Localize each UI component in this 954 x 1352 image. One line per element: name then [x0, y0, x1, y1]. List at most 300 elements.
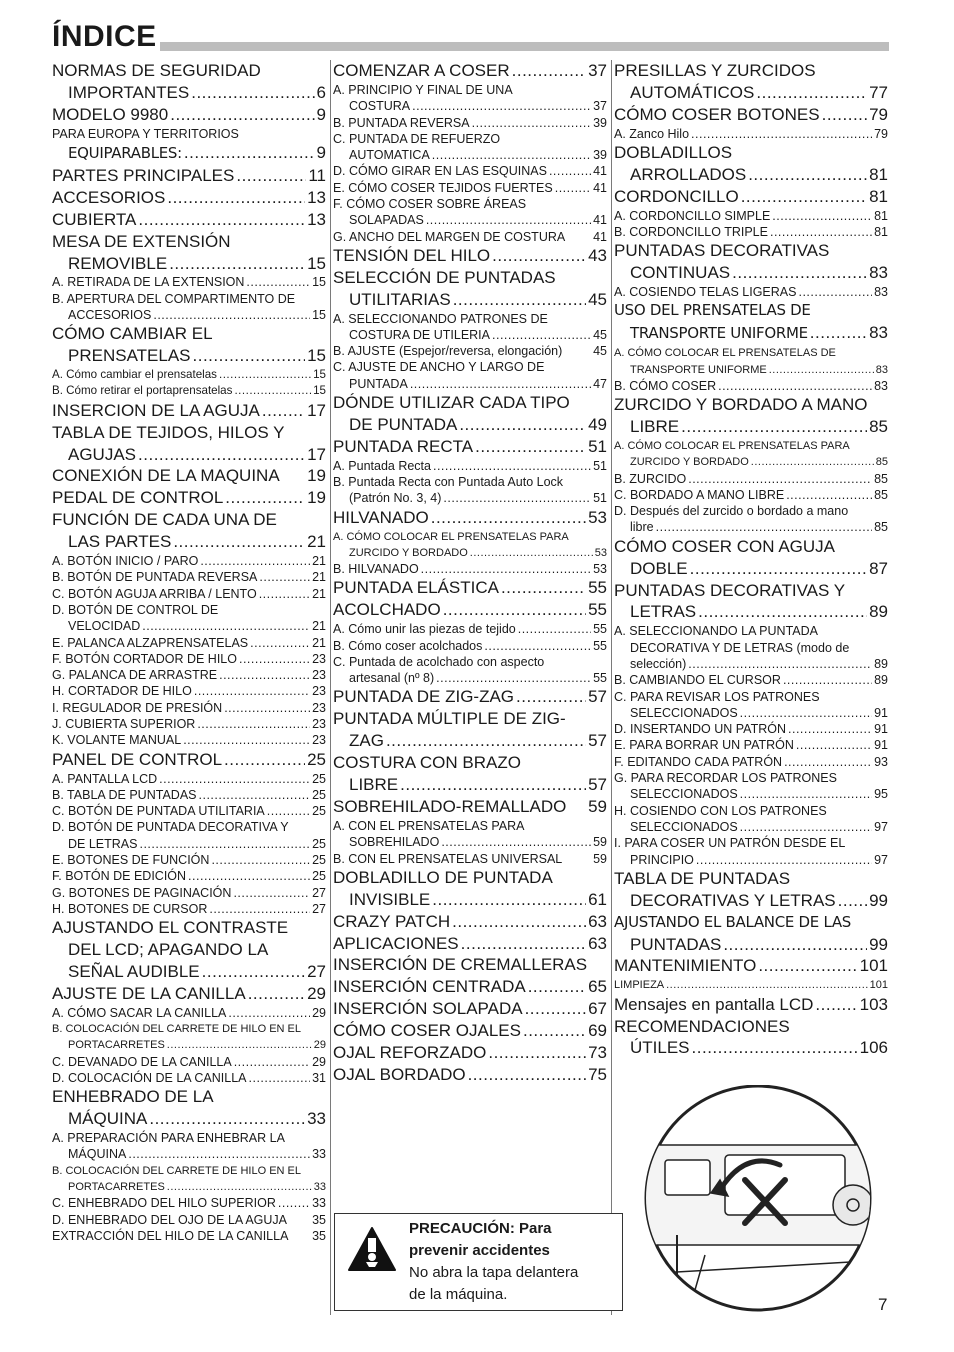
- toc-entry-title: D. ENHEBRADO DEL OJO DE LA AGUJA: [52, 1212, 288, 1227]
- toc-entry: [614, 803, 888, 819]
- toc-entry-title: E. CÓMO COSER TEJIDOS FUERTES: [333, 180, 553, 195]
- toc-leader: [188, 868, 310, 884]
- toc-entry: [614, 104, 888, 126]
- toc-entry: [333, 561, 607, 577]
- toc-page-number: 45: [593, 327, 607, 342]
- toc-entry: [333, 311, 607, 327]
- toc-page-number: 73: [588, 1043, 607, 1063]
- toc-leader: [740, 819, 872, 835]
- toc-leader: [492, 327, 591, 343]
- toc-leader: [472, 115, 591, 131]
- toc-leader: [173, 531, 305, 553]
- toc-entry-title: PARA EUROPA Y TERRITORIOS: [52, 126, 239, 141]
- toc-entry: [614, 912, 888, 934]
- toc-entry: [614, 1037, 888, 1059]
- toc-entry: [333, 867, 607, 889]
- toc-page-number: 81: [869, 164, 888, 184]
- toc-entry-title: EQUIPARABLES:: [68, 144, 182, 163]
- toc-page-number: 25: [312, 869, 326, 884]
- toc-entry: [333, 414, 607, 436]
- toc-entry: [614, 994, 888, 1016]
- toc-entry: [52, 274, 326, 290]
- toc-entry-title: D. BOTÓN DE PUNTADA DECORATIVA Y: [52, 820, 289, 835]
- toc-entry-title: MÁQUINA: [68, 1147, 127, 1162]
- toc-entry-title: B. CON EL PRENSATELAS UNIVERSAL: [333, 851, 563, 866]
- toc-entry-title: B. Puntada Recta con Puntada Auto Lock: [333, 475, 564, 490]
- caution-text: de la máquina.: [409, 1286, 508, 1303]
- toc-leader: [796, 737, 872, 753]
- toc-entry-title: MESA DE EXTENSIÓN: [52, 231, 231, 251]
- toc-entry-title: A. CÓMO COLOCAR EL PRENSATELAS PARA: [614, 439, 850, 452]
- toc-leader: [555, 180, 591, 196]
- toc-entry: [614, 835, 888, 851]
- toc-page-number: 23: [312, 700, 326, 715]
- toc-entry-title: PRINCIPIO: [630, 852, 694, 867]
- toc-entry-title: SELECCIONADOS: [630, 819, 738, 834]
- toc-page-number: 106: [859, 1038, 888, 1058]
- toc-entry-title: ACCESORIOS: [52, 187, 166, 207]
- toc-entry-title: AGUJAS: [68, 444, 137, 464]
- toc-entry-title: selección): [630, 656, 687, 671]
- toc-entry-title: PRESILLAS Y ZURCIDOS: [614, 61, 816, 80]
- toc-entry-title: TABLA DE TEJIDOS, HILOS Y: [52, 422, 285, 442]
- toc-entry-title: ZURCIDO Y BORDADO: [349, 546, 468, 559]
- toc-leader: [267, 803, 310, 819]
- toc-entry: [52, 1070, 326, 1086]
- toc-leader: [484, 638, 591, 654]
- toc-leader: [783, 672, 872, 688]
- toc-entry: [52, 683, 326, 699]
- toc-entry: [333, 954, 607, 976]
- toc-leader: [723, 934, 867, 956]
- toc-page-number: 21: [312, 570, 326, 585]
- toc-entry-title: E. PARA BORRAR UN PATRÓN: [614, 738, 794, 753]
- toc-entry: [614, 558, 888, 580]
- toc-leader: [259, 569, 310, 585]
- toc-page-number: 6: [316, 82, 326, 102]
- toc-page-number: 103: [859, 994, 888, 1014]
- toc-page-number: 101: [869, 979, 888, 992]
- toc-page-number: 83: [874, 378, 888, 393]
- toc-leader: [169, 253, 305, 275]
- toc-entry: [333, 245, 607, 267]
- toc-entry-title: A. PANTALLA LCD: [52, 771, 158, 786]
- toc-page-number: 41: [593, 180, 607, 195]
- toc-entry-title: C. BOTÓN DE PUNTADA UTILITARIA: [52, 804, 265, 819]
- toc-entry-title: COSTURA CON BRAZO: [333, 753, 521, 773]
- toc-entry-title: SOLAPADAS: [349, 213, 424, 228]
- toc-entry: [52, 444, 326, 466]
- toc-entry-title: UTILITARIAS: [349, 289, 451, 309]
- toc-entry-title: LIMPIEZA: [614, 979, 665, 992]
- toc-entry-title: PUNTADAS: [630, 934, 722, 954]
- toc-entry: [614, 82, 888, 104]
- toc-page-number: 57: [588, 687, 607, 707]
- toc-entry: [614, 126, 888, 142]
- toc-page-number: 55: [588, 578, 607, 598]
- toc-leader: [234, 383, 311, 399]
- toc-entry: [333, 670, 607, 686]
- toc-leader: [769, 362, 874, 378]
- toc-entry: [52, 231, 326, 253]
- toc-leader: [784, 754, 872, 770]
- toc-entry: [614, 394, 888, 416]
- toc-page-number: 13: [307, 209, 326, 229]
- toc-entry-title: INSERCION DE LA AGUJA: [52, 400, 260, 420]
- toc-entry: [614, 672, 888, 688]
- toc-page-number: 91: [874, 705, 888, 720]
- toc-leader: [696, 852, 872, 868]
- toc-entry-title: B. CAMBIANDO EL CURSOR: [614, 673, 781, 688]
- toc-entry-title: PUNTADA: [349, 376, 408, 391]
- toc-entry-title: DOBLADILLO DE PUNTADA: [333, 867, 553, 887]
- toc-entry-title: libre: [630, 520, 654, 535]
- toc-page-number: 9: [316, 104, 326, 124]
- toc-entry-title: REMOVIBLE: [68, 253, 168, 273]
- toc-entry-title: G. ANCHO DEL MARGEN DE COSTURA: [333, 229, 566, 244]
- toc-page-number: 15: [307, 253, 326, 273]
- toc-entry-title: A. Zanco Hilo: [614, 126, 690, 141]
- toc-entry-title: LETRAS: [630, 602, 697, 622]
- toc-entry-title: A. CÓMO SACAR LA CANILLA: [52, 1005, 227, 1020]
- toc-page-number: 25: [307, 749, 326, 769]
- toc-page-number: 85: [869, 417, 888, 437]
- toc-entry-title: DÓNDE UTILIZAR CADA TIPO: [333, 393, 570, 413]
- toc-entry: [333, 490, 607, 506]
- toc-entry: [614, 487, 888, 503]
- toc-page-number: 79: [874, 126, 888, 141]
- toc-entry: [333, 529, 607, 545]
- toc-page-number: 15: [312, 308, 326, 323]
- toc-entry: [614, 754, 888, 770]
- toc-entry: [52, 367, 326, 383]
- toc-entry: [52, 749, 326, 771]
- toc-page-number: 27: [307, 962, 326, 982]
- toc-entry-title: CÓMO COSER CON AGUJA: [614, 536, 836, 556]
- toc-page-number: 51: [588, 436, 607, 456]
- toc-leader: [386, 730, 586, 752]
- toc-leader: [167, 187, 305, 209]
- toc-entry: [614, 208, 888, 224]
- toc-entry: [614, 737, 888, 753]
- toc-entry-title: OJAL REFORZADO: [333, 1043, 487, 1063]
- toc-page-number: 83: [874, 285, 888, 300]
- toc-leader: [194, 683, 310, 699]
- toc-entry: [614, 416, 888, 438]
- toc-page-number: 33: [313, 1181, 326, 1194]
- toc-leader: [690, 558, 867, 580]
- toc-entry: [333, 392, 607, 414]
- toc-entry: [333, 933, 607, 955]
- toc-entry-title: INSERCIÓN CENTRADA: [333, 977, 526, 997]
- toc-leader: [453, 289, 586, 311]
- toc-entry-title: G. BOTONES DE PAGINACIÓN: [52, 885, 232, 900]
- toc-leader: [810, 322, 867, 344]
- toc-page-number: 29: [312, 1054, 326, 1069]
- toc-entry-title: C. PARA REVISAR LOS PATRONES: [614, 689, 820, 704]
- toc-entry: [52, 917, 326, 939]
- toc-page-number: 35: [312, 1212, 326, 1227]
- toc-page-number: 97: [874, 852, 888, 867]
- toc-entry: [52, 1212, 326, 1228]
- toc-leader: [259, 586, 310, 602]
- toc-entry: [614, 770, 888, 786]
- toc-entry: [614, 1016, 888, 1038]
- toc-entry-title: A. SELECCIONANDO LA PUNTADA: [614, 624, 818, 639]
- toc-leader: [838, 890, 867, 912]
- toc-entry-title: B. HILVANADO: [333, 562, 419, 577]
- toc-page-number: 59: [588, 797, 607, 817]
- toc-entry: [333, 730, 607, 752]
- toc-page-number: 39: [593, 115, 607, 130]
- toc-entry-title: PUNTADAS DECORATIVAS: [614, 241, 830, 261]
- toc-leader: [250, 635, 310, 651]
- toc-leader: [788, 721, 872, 737]
- toc-entry-title: E. PALANCA ALZAPRENSATELAS: [52, 635, 249, 650]
- toc-entry: [52, 1005, 326, 1021]
- toc-leader: [278, 1195, 310, 1211]
- toc-entry-title: PUNTADA DE ZIG-ZAG: [333, 687, 515, 707]
- toc-entry-title: B. ZURCIDO: [614, 471, 687, 486]
- toc-entry-title: CORDONCILLO: [614, 186, 739, 206]
- toc-page-number: 51: [593, 491, 607, 506]
- toc-entry-title: USO DEL PRENSATELAS DE: [614, 301, 811, 320]
- toc-page-number: 53: [594, 546, 607, 559]
- toc-entry: [333, 267, 607, 289]
- caution-box: [334, 1213, 623, 1311]
- toc-entry-title: PUNTADA MÚLTIPLE DE ZIG-: [333, 709, 566, 729]
- toc-page-number: 29: [312, 1005, 326, 1020]
- toc-entry-title: OJAL BORDADO: [333, 1064, 466, 1084]
- toc-leader: [681, 416, 867, 438]
- toc-leader: [410, 376, 591, 392]
- toc-entry-title: DE LETRAS: [68, 836, 138, 851]
- toc-entry: [614, 601, 888, 623]
- toc-page-number: 41: [593, 213, 607, 228]
- toc-entry: [614, 164, 888, 186]
- toc-entry-title: INVISIBLE: [349, 889, 431, 909]
- toc-entry: [52, 819, 326, 835]
- toc-page-number: 55: [593, 622, 607, 637]
- title-rule: [160, 42, 889, 51]
- toc-entry: [333, 474, 607, 490]
- toc-entry: [333, 82, 607, 98]
- toc-entry: [52, 1195, 326, 1211]
- toc-leader: [523, 1020, 586, 1042]
- toc-entry: [614, 378, 888, 394]
- toc-entry: [52, 961, 326, 983]
- toc-entry: [52, 1086, 326, 1108]
- toc-entry-title: G. PALANCA DE ARRASTRE: [52, 668, 218, 683]
- toc-entry-title: ACOLCHADO: [333, 600, 441, 620]
- toc-entry: [52, 82, 326, 104]
- toc-column-3: [614, 60, 888, 1059]
- toc-leader: [412, 98, 591, 114]
- toc-entry-title: COSTURA DE UTILERIA: [349, 327, 490, 342]
- toc-entry-title: K. VOLANTE MANUAL: [52, 733, 182, 748]
- toc-entry: [52, 836, 326, 852]
- toc-entry: [333, 507, 607, 529]
- toc-page-number: 37: [593, 99, 607, 114]
- toc-leader: [688, 471, 872, 487]
- toc-entry: [52, 126, 326, 142]
- toc-leader: [224, 749, 305, 771]
- toc-leader: [170, 104, 314, 126]
- toc-leader: [740, 705, 872, 721]
- toc-entry-title: PUNTADA ELÁSTICA: [333, 578, 499, 598]
- toc-entry: [52, 60, 326, 82]
- toc-entry: [52, 165, 326, 187]
- toc-entry: [614, 852, 888, 868]
- toc-leader: [233, 885, 310, 901]
- toc-entry: [52, 635, 326, 651]
- toc-entry-title: COSTURA: [349, 99, 411, 114]
- toc-entry: [52, 307, 326, 323]
- toc-leader: [153, 307, 310, 323]
- toc-entry-title: A. RETIRADA DE LA EXTENSION: [52, 275, 245, 290]
- toc-page-number: 59: [593, 851, 607, 866]
- toc-leader: [184, 142, 315, 164]
- toc-entry: [333, 180, 607, 196]
- toc-entry: [52, 1146, 326, 1162]
- toc-page-number: 33: [312, 1147, 326, 1162]
- toc-entry: [333, 327, 607, 343]
- toc-entry: [52, 901, 326, 917]
- toc-page-number: 21: [312, 619, 326, 634]
- toc-page-number: 65: [588, 977, 607, 997]
- toc-entry: [614, 623, 888, 639]
- toc-page-number: 21: [307, 532, 326, 552]
- toc-entry: [614, 60, 888, 82]
- toc-page-number: 89: [874, 656, 888, 671]
- toc-entry-title: PORTACARRETES: [68, 1039, 165, 1052]
- toc-entry: [333, 131, 607, 147]
- toc-page-number: 89: [869, 602, 888, 622]
- toc-page-number: 87: [869, 558, 888, 578]
- toc-page-number: 55: [593, 671, 607, 686]
- warning-icon: [347, 1226, 397, 1272]
- toc-entry-title: F. BOTÓN DE EDICIÓN: [52, 869, 187, 884]
- toc-page-number: 21: [312, 586, 326, 601]
- toc-entry-title: PEDAL DE CONTROL: [52, 488, 224, 508]
- toc-entry-title: F. BOTÓN CORTADOR DE HILO: [52, 651, 237, 666]
- toc-entry-title: PORTACARRETES: [68, 1181, 165, 1194]
- toc-entry: [333, 376, 607, 392]
- toc-entry: [52, 602, 326, 618]
- caution-text: No abra la tapa delantera: [409, 1264, 579, 1281]
- toc-entry-title: PUNTADAS DECORATIVAS Y: [614, 580, 846, 600]
- toc-entry-title: B. Cómo retirar el portaprensatelas: [52, 384, 233, 398]
- toc-page-number: 61: [588, 889, 607, 909]
- page-number: 7: [878, 1295, 888, 1314]
- toc-page-number: 91: [874, 722, 888, 737]
- toc-page-number: 33: [307, 1109, 326, 1129]
- toc-entry: [614, 977, 888, 993]
- toc-entry-title: B. APERTURA DEL COMPARTIMENTO DE: [52, 291, 296, 306]
- toc-entry: [52, 1054, 326, 1070]
- toc-entry-title: SELECCIÓN DE PUNTADAS: [333, 267, 556, 287]
- toc-leader: [698, 601, 867, 623]
- toc-entry: [614, 536, 888, 558]
- toc-page-number: 41: [593, 164, 607, 179]
- toc-entry-title: AJUSTE DE LA CANILLA: [52, 983, 246, 1003]
- toc-entry-title: PRENSATELAS: [68, 346, 191, 366]
- toc-leader: [421, 561, 591, 577]
- toc-page-number: 101: [859, 956, 888, 976]
- toc-entry-title: A. BOTÓN INICIO / PARO: [52, 554, 199, 569]
- toc-entry: [614, 284, 888, 300]
- toc-entry-title: B. CÓMO COSER: [614, 378, 717, 393]
- toc-entry: [333, 1020, 607, 1042]
- toc-leader: [211, 852, 310, 868]
- toc-leader: [432, 889, 586, 911]
- toc-entry-title: PANEL DE CONTROL: [52, 749, 223, 769]
- toc-page-number: 49: [588, 414, 607, 434]
- toc-entry: [614, 300, 888, 322]
- toc-leader: [452, 911, 586, 933]
- toc-entry: [52, 1130, 326, 1146]
- toc-page-number: 11: [308, 165, 326, 185]
- toc-entry-title: C. BOTÓN AGUJA ARRIBA / LENTO: [52, 586, 257, 601]
- toc-page-number: 83: [875, 363, 888, 376]
- toc-entry-title: C. ENHEBRADO DEL HILO SUPERIOR: [52, 1196, 276, 1211]
- toc-page-number: 81: [869, 186, 888, 206]
- toc-page-number: 89: [874, 673, 888, 688]
- toc-entry-title: C. PUNTADA DE REFUERZO: [333, 131, 501, 146]
- toc-entry: [614, 142, 888, 164]
- toc-page-number: 23: [312, 717, 326, 732]
- toc-page-number: 27: [312, 901, 326, 916]
- toc-page-number: 23: [312, 651, 326, 666]
- toc-entry: [52, 323, 326, 345]
- toc-entry: [333, 834, 607, 850]
- toc-entry-title: A. PRINCIPIO Y FINAL DE UNA: [333, 82, 513, 97]
- toc-entry-title: ZAG: [349, 731, 384, 751]
- toc-page-number: 81: [874, 225, 888, 240]
- toc-entry: [333, 1042, 607, 1064]
- toc-page-number: 85: [875, 456, 888, 469]
- toc-page-number: 15: [313, 368, 326, 382]
- toc-entry: [52, 1179, 326, 1195]
- toc-leader: [756, 82, 867, 104]
- toc-page-number: 17: [307, 400, 326, 420]
- toc-entry-title: A. CON EL PRENSATELAS PARA: [333, 818, 525, 833]
- toc-entry: [333, 752, 607, 774]
- toc-leader: [246, 274, 310, 290]
- toc-page-number: 25: [312, 853, 326, 868]
- toc-entry: [333, 147, 607, 163]
- toc-entry: [614, 262, 888, 284]
- toc-entry: [52, 400, 326, 422]
- toc-entry-title: LIBRE: [630, 417, 680, 437]
- toc-page-number: 23: [312, 684, 326, 699]
- toc-entry-title: TABLA DE PUNTADAS: [614, 868, 791, 888]
- toc-page-number: 85: [874, 520, 888, 535]
- toc-leader: [149, 1108, 305, 1130]
- toc-entry: [52, 852, 326, 868]
- toc-entry-title: B. COLOCACIÓN DEL CARRETE DE HILO EN EL: [52, 1164, 301, 1177]
- toc-leader: [432, 147, 591, 163]
- toc-leader: [815, 994, 857, 1016]
- toc-entry: [333, 289, 607, 311]
- toc-page-number: 35: [312, 1228, 326, 1243]
- toc-entry-title: A. COSIENDO TELAS LIGERAS: [614, 285, 797, 300]
- toc-entry: [333, 911, 607, 933]
- toc-leader: [236, 165, 306, 187]
- toc-entry: [52, 345, 326, 367]
- toc-entry: [52, 291, 326, 307]
- toc-page-number: 97: [874, 819, 888, 834]
